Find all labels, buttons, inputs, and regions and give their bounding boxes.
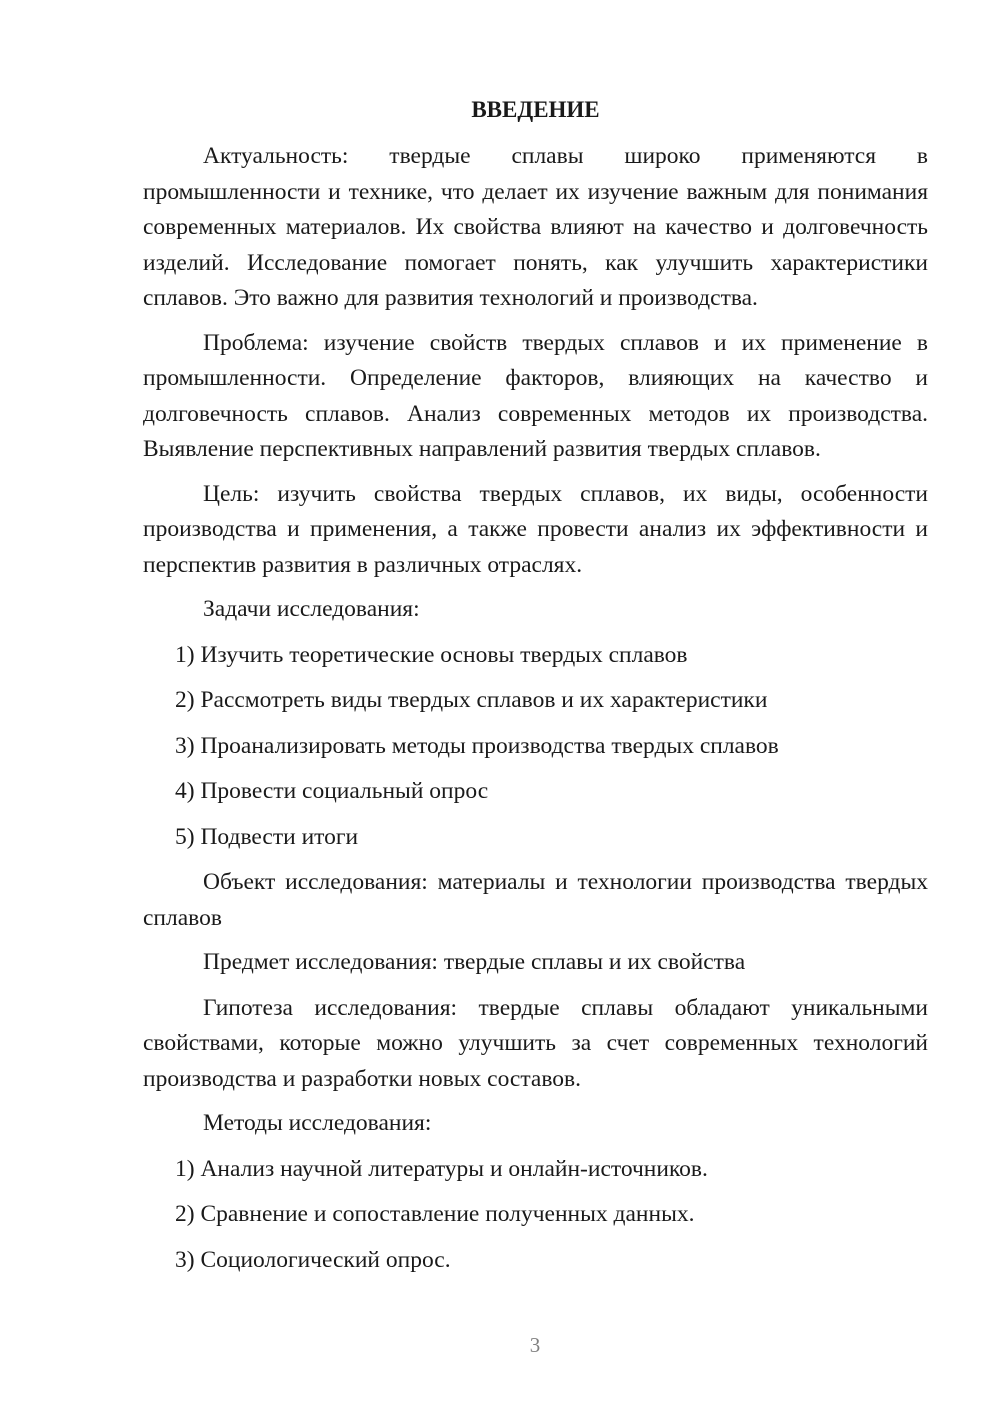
- object-paragraph: Объект исследования: материалы и технологии производства твердых сплавов: [143, 869, 928, 931]
- hypothesis-paragraph: Гипотеза исследования: твердые сплавы обладают уникальными свойствами, которые можно улучшить за счет современных технологий производства и разработки новых составов.: [143, 994, 928, 1092]
- list-item: 2) Сравнение и сопоставление полученных данных.: [175, 1201, 695, 1227]
- tasks-list: [143, 638, 928, 856]
- methods-list: [143, 1152, 928, 1279]
- relevance-paragraph: Актуальность: твердые сплавы широко применяются в промышленности и технике, что делает их изучение важным для понимания современных материалов. Их свойства влияют на качество и долговечность изделий. Исследование помогает понять, как улучшить характеристики сплавов. Это важно для развития технологий и производства.: [143, 143, 928, 311]
- tasks-title: Задачи исследования:: [203, 596, 420, 622]
- problem-paragraph: Проблема: изучение свойств твердых сплавов и их применение в промышленности. Определение факторов, влияющих на качество и долговечность сплавов. Анализ современных методов их производства. Выявление перспективных направлений развития твердых сплавов.: [143, 329, 928, 462]
- list-item: 1) Анализ научной литературы и онлайн-источников.: [175, 1155, 708, 1182]
- list-item: 2) Рассмотреть виды твердых сплавов и их характеристики: [175, 687, 768, 713]
- list-item: 1) Изучить теоретические основы твердых сплавов: [175, 641, 688, 668]
- methods-title: Методы исследования:: [203, 1110, 432, 1136]
- list-item: 5) Подвести итоги: [175, 823, 359, 850]
- list-item: 3) Проанализировать методы производства твердых сплавов: [175, 732, 779, 759]
- list-item: 4) Провести социальный опрос: [175, 778, 489, 804]
- list-item: 3) Социологический опрос.: [175, 1246, 451, 1273]
- subject-paragraph: Предмет исследования: твердые сплавы и их свойства: [203, 949, 746, 975]
- page-heading: ВВЕДЕНИЕ: [471, 97, 600, 122]
- page-number: 3: [529, 1333, 541, 1357]
- document-body: [143, 95, 928, 1288]
- goal-paragraph: Цель: изучить свойства твердых сплавов, их виды, особенности производства и применения, а также провести анализ их эффективности и перспектив развития в различных отраслях.: [143, 480, 928, 578]
